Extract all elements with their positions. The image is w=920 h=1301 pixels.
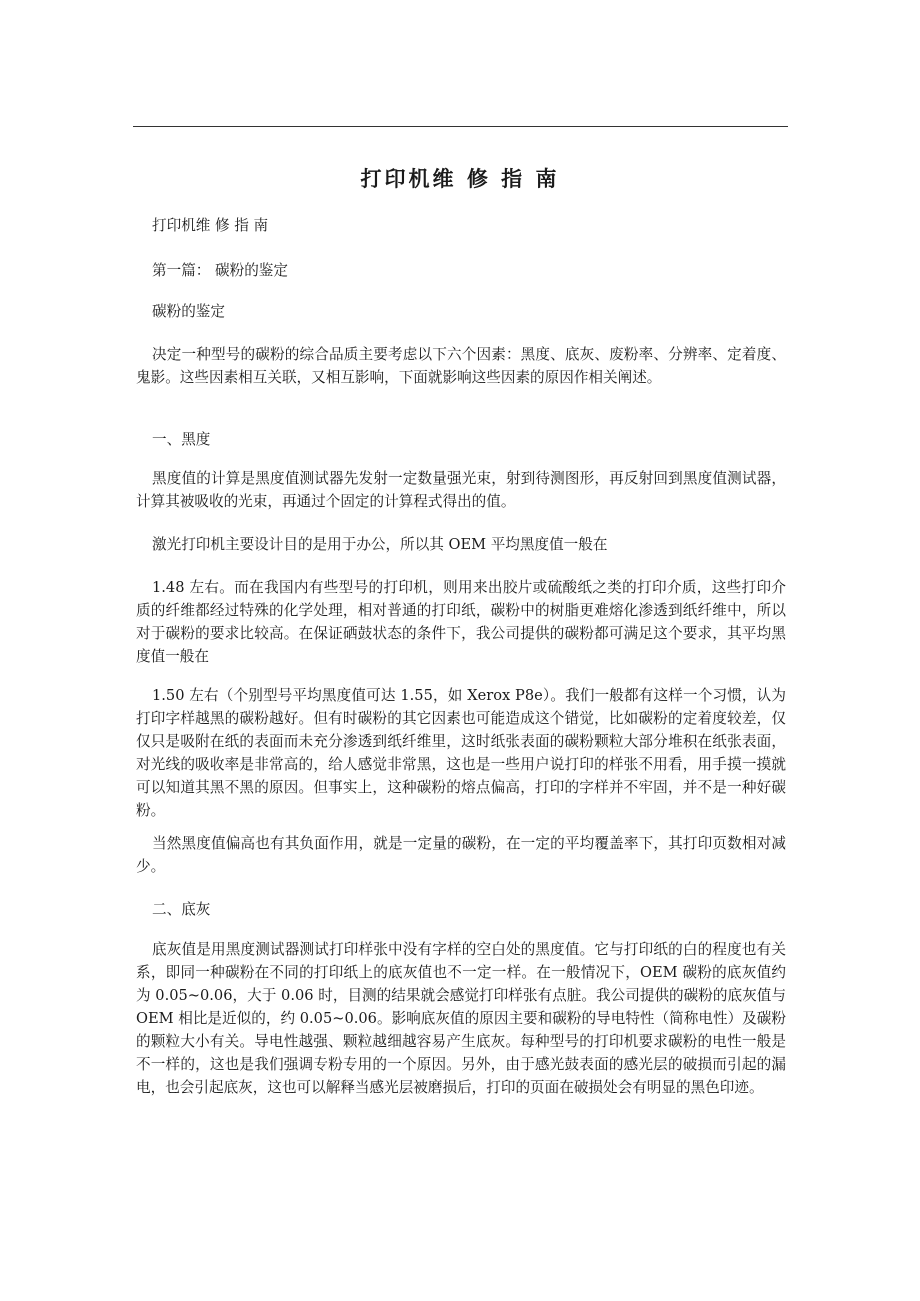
blackness-paragraph-4: 1.50 左右（个别型号平均黑度值可达 1.55，如 Xerox P8e）。我们一般都有这样一个习惯，认为打印字样越黑的碳粉越好。但有时碳粉的其它因素也可能造成这个错觉，比如碳粉的定着度较差，仅仅只是吸附在纸的表面而未充分渗透到纸纤维里，这时纸张表面的碳粉颗粒大部分堆积在纸张表面，对光线的吸收率是非常高的，给人感觉非常黑，这也是一些用户说打印的样张不用看，用手摸一摸就可以知道其黑不黑的原因。但事实上，这种碳粉的熔点偏高，打印的字样并不牢固，并不是一种好碳粉。 (136, 687, 786, 819)
blackness-paragraph-2: 激光打印机主要设计目的是用于办公，所以其 OEM 平均黑度值一般在 (152, 536, 608, 553)
document-subtitle: 打印机维 修 指 南 (152, 217, 269, 234)
section-heading: 碳粉的鉴定 (152, 303, 225, 320)
blackness-paragraph-1: 黑度值的计算是黑度值测试器先发射一定数量强光束，射到待测图形，再反射回到黑度值测试器，计算其被吸收的光束，再通过个固定的计算程式得出的值。 (136, 470, 786, 510)
heading-blackness: 一、黑度 (152, 431, 211, 448)
document-title: 打印机维 修 指 南 (360, 166, 560, 191)
background-paragraph-1: 底灰值是用黑度测试器测试打印样张中没有字样的空白处的黑度值。它与打印纸的白的程度也有关系，即同一种碳粉在不同的打印纸上的底灰值也不一定一样。在一般情况下，OEM 碳粉的底灰值约为 0.05~0.06，大于 0.06 时，目测的结果就会感觉打印样张有点脏。我公司提供的碳粉的底灰值与 OEM 相比是近似的，约 0.05~0.06。影响底灰值的原因主要和碳粉的导电特性（简称电性）及碳粉的颗粒大小有关。导电性越强、颗粒越细越容易产生底灰。每种型号的打印机要求碳粉的电性一般是不一样的，这也是我们强调专粉专用的一个原因。另外，由于感光鼓表面的感光层的破损而引起的漏电，也会引起底灰，这也可以解释当感光层被磨损后，打印的页面在破损处会有明显的黑色印迹。 (136, 941, 786, 1096)
intro-paragraph: 决定一种型号的碳粉的综合品质主要考虑以下六个因素：黑度、底灰、废粉率、分辨率、定着度、鬼影。这些因素相互关联，又相互影响，下面就影响这些因素的原因作相关阐述。 (136, 346, 786, 386)
blackness-paragraph-3: 1.48 左右。而在我国内有些型号的打印机，则用来出胶片或硫酸纸之类的打印介质，这些打印介质的纤维都经过特殊的化学处理，相对普通的打印纸，碳粉中的树脂更难熔化渗透到纸纤维中，所以对于碳粉的要求比较高。在保证硒鼓状态的条件下，我公司提供的碳粉都可满足这个要求，其平均黑度值一般在 (136, 579, 786, 665)
chapter-heading: 第一篇： 碳粉的鉴定 (152, 262, 288, 279)
heading-background: 二、底灰 (152, 901, 211, 918)
blackness-paragraph-5: 当然黑度值偏高也有其负面作用，就是一定量的碳粉，在一定的平均覆盖率下，其打印页数相对减少。 (136, 835, 786, 875)
top-rule (133, 126, 788, 127)
